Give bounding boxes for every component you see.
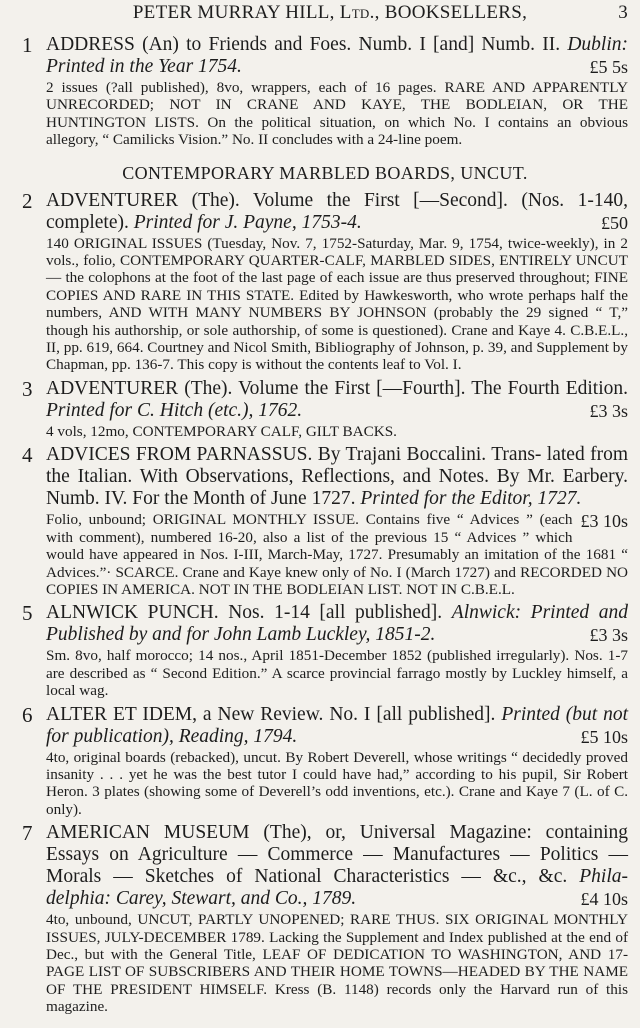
page-number: 3 xyxy=(618,2,628,23)
entry-title: ALTER ET IDEM, a New Review. No. I [all published]. xyxy=(46,703,496,725)
entry-number: 1 xyxy=(22,33,33,57)
entry-title: ADVICES FROM PARNASSUS. By Trajani Boccalini. Trans- lated from the Italian. With Observations, Reflections, and Notes. By Mr. Earbery. Numb. IV. For the Month of June 1727. xyxy=(46,444,628,510)
entry-description: 4to, original boards (rebacked), uncut. By Robert Deverell, whose writings “ decidedly proved insanity . . . yet he was the best tutor I could have had,” according to his pupil, Sir Robert Heron. 3 plates (showing some of Deverell’s odd inventions, etc.). Crane and Kaye 7 (L. of C. only). xyxy=(46,748,628,818)
section-heading: CONTEMPORARY MARBLED BOARDS, UNCUT. xyxy=(122,162,528,183)
catalogue-entry-2 xyxy=(22,190,628,374)
entry-number: 5 xyxy=(22,601,33,626)
entry-title: ALNWICK PUNCH. Nos. 1-14 [all published]. xyxy=(46,602,443,624)
catalogue-entry-7 xyxy=(22,822,628,1015)
entry-heading xyxy=(46,704,628,748)
entry-heading xyxy=(46,602,628,646)
catalogue-entry-4 xyxy=(22,444,628,598)
entry-imprint: Alnwick: Printed and Published by and for John Lamb Luckley, 1851-2. xyxy=(46,602,628,646)
entry-title: ADVENTURER (The). Volume the First [—Second]. (Nos. 1-140, complete). xyxy=(46,189,628,233)
entry-description: Sm. 8vo, half morocco; 14 nos., April 1851-December 1852 (published irregularly). Nos. 1-7 are described as “ Second Edition.” A scarce provincial farrago mostly by Luckley himself, a local wag. xyxy=(46,647,628,700)
entry-price: £3 10s xyxy=(580,511,628,532)
entry-number: 7 xyxy=(22,821,33,846)
entry-price: £5 5s xyxy=(589,57,628,77)
entry-title: ADDRESS (An) to Friends and Foes. Numb. I [and] Numb. II. xyxy=(46,34,561,55)
running-head-title: PETER MURRAY HILL, Ltd., BOOKSELLERS, xyxy=(132,2,528,23)
entry-price: £4 10s xyxy=(580,889,628,910)
catalogue-entry-3 xyxy=(22,378,628,440)
entry-heading xyxy=(46,822,628,910)
entry-price: £3 3s xyxy=(589,400,628,421)
entry-description: 140 ORIGINAL ISSUES (Tuesday, Nov. 7, 1752-Saturday, Mar. 9, 1754, twice-weekly), in 2 vols., folio, CONTEMPORARY QUARTER-CALF, MARBLED SIDES, ENTIRELY UNCUT— the colophons at the foot of the last page of each issue are thus preserved throughout; FINE COPIES AND RARE IN THIS STATE. Edited by Hawkesworth, who wrote perhaps half the numbers, AND WITH MANY NUMBERS BY JOHNSON (probably the 29 signed “ T,” though his authorship, or sole authorship, of some is questioned). Crane and Kaye 4. C.B.E.L., II, pp. 619, 664. Courtney and Nicol Smith, Bibliography of Johnson, p. 39, and Supplement by Chapman, pp. 136-7. This copy is without the contents leaf to Vol. I. xyxy=(46,234,628,374)
entry-number: 6 xyxy=(22,702,33,727)
entry-number: 4 xyxy=(22,443,33,468)
entry-price: £50 xyxy=(601,212,628,233)
entry-imprint: Printed for the Editor, 1727. xyxy=(360,488,582,510)
catalogue-entry-1 xyxy=(22,34,628,149)
entry-price: £3 3s xyxy=(589,625,628,646)
entry-imprint: Printed for C. Hitch (etc.), 1762. xyxy=(46,399,303,421)
entry-price: £5 10s xyxy=(580,726,628,747)
entry-number: 3 xyxy=(22,376,33,401)
entry-heading xyxy=(46,34,628,78)
catalogue-entry-6 xyxy=(22,704,628,819)
entry-heading xyxy=(46,190,628,234)
entry-description: Folio, unbound; ORIGINAL MONTHLY ISSUE. Contains five “ Advices ” (each with comment), numbered 16-20, also a list of the previous 15 “ Advices ” which would have appeared in Nos. I-III, March-May, 1727. Presumably an imitation of the 1681 “ Advices.”· SCARCE. Crane and Kaye knew only of No. I (March 1727) and RECORDED NO COPIES IN AMERICA. NOT IN THE BODLEIAN LIST. NOT IN C.B.E.L. xyxy=(46,511,628,598)
entry-description: 4 vols, 12mo, CONTEMPORARY CALF, GILT BACKS. xyxy=(46,422,397,440)
entry-imprint: Dublin: Printed in the Year 1754. xyxy=(46,34,628,77)
entry-heading xyxy=(46,378,628,422)
entry-number: 2 xyxy=(22,188,33,213)
entry-title: ADVENTURER (The). Volume the First [—Fourth]. The Fourth Edition. xyxy=(46,377,628,399)
entry-imprint: Printed for J. Payne, 1753-4. xyxy=(133,211,362,233)
entry-description: 4to, unbound, UNCUT, PARTLY UNOPENED; RARE THUS. SIX ORIGINAL MONTHLY ISSUES, JULY-DECEMBER 1789. Lacking the Supplement and Index published at the end of Dec., but with the General Title, LEAF OF DEDICATION TO WASHINGTON, AND 17-PAGE LIST OF SUBSCRIBERS AND THEIR HOME TOWNS—HEADED BY THE NAME OF THE PRESIDENT HIMSELF. Kress (B. 1148) records only the Harvard run of this magazine. xyxy=(46,911,628,1016)
running-head xyxy=(22,2,628,34)
entry-imprint: Phila- delphia: Carey, Stewart, and Co., 1789. xyxy=(46,866,629,910)
entry-heading xyxy=(46,444,628,532)
entry-description: 2 issues (?all published), 8vo, wrappers, each of 16 pages. RARE AND APPARENTLY UNRECORDED; NOT IN CRANE AND KAYE, THE BODLEIAN, OR THE HUNTINGTON LISTS. On the political situation, on which No. I contains an obvious allegory, “ Camilicks Vision.” No. II concludes with a 24-line poem. xyxy=(46,79,628,149)
entry-title: AMERICAN MUSEUM (The), or, Universal Magazine: containing Essays on Agriculture — Commerce — Manufactures — Politics — Morals — Sketches of National Characteristics — &c., &c. xyxy=(46,822,628,888)
catalogue-entry-5 xyxy=(22,602,628,699)
entry-imprint: Printed (but not for publication), Reading, 1794. xyxy=(46,703,628,747)
